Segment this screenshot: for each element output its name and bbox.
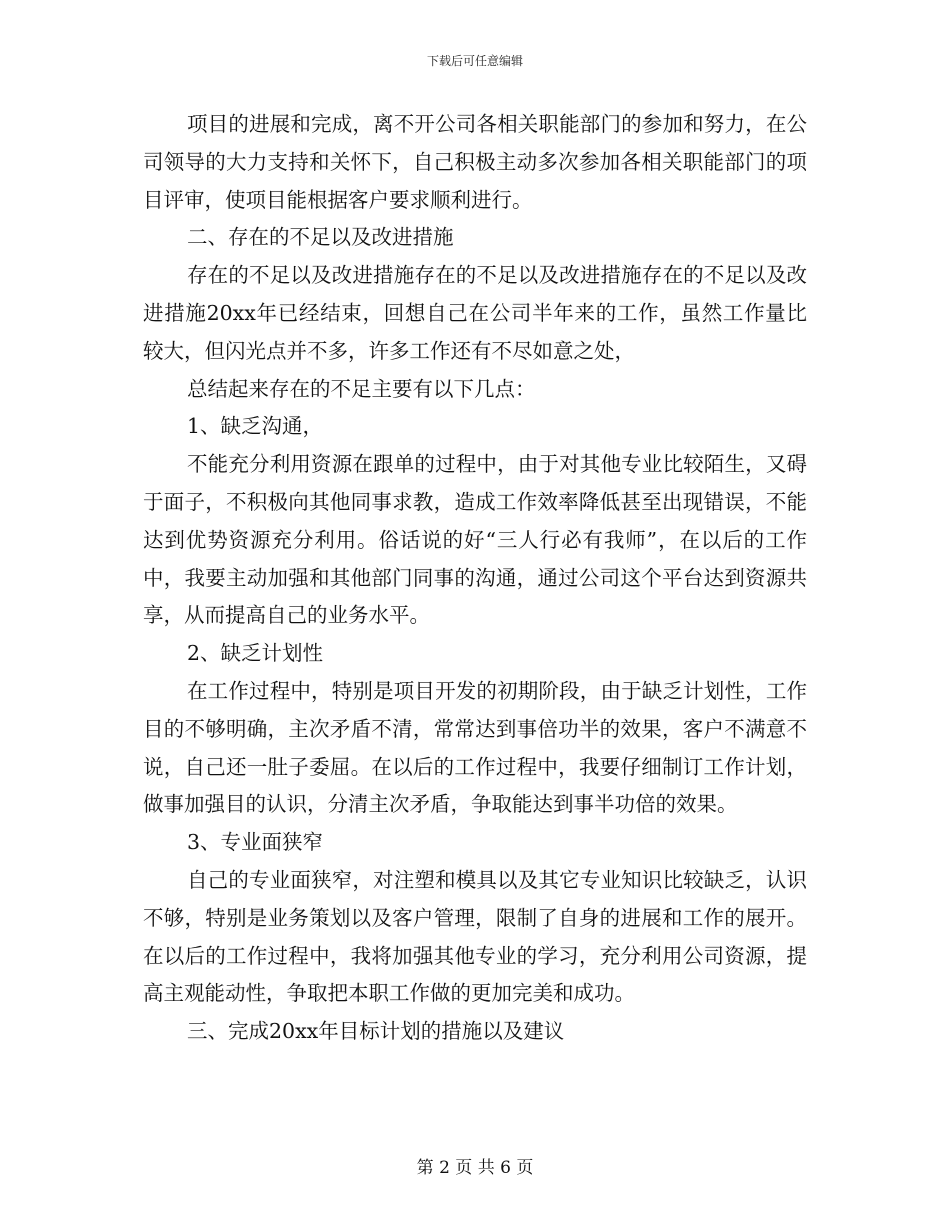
page-number: 第 2 页 共 6 页 <box>416 1158 534 1178</box>
section-heading: 三、完成20xx年目标计划的措施以及建议 <box>187 1019 565 1044</box>
document-body <box>143 106 807 1051</box>
paragraph: 总结起来存在的不足主要有以下几点： <box>187 376 536 401</box>
page-header: 下载后可任意编辑 <box>426 54 523 68</box>
subsection-heading: 1、缺乏沟通， <box>187 414 324 439</box>
paragraph: 项目的进展和完成，离不开公司各相关职能部门的参加和努力，在公司领导的大力支持和关怀下，自己积极主动多次参加各相关职能部门的项目评审，使项目能根据客户要求顺利进行。 <box>143 112 807 212</box>
subsection-heading: 2、缺乏计划性 <box>187 641 324 666</box>
subsection-heading: 3、专业面狭窄 <box>187 830 324 855</box>
section-heading: 二、存在的不足以及改进措施 <box>187 225 454 250</box>
paragraph: 存在的不足以及改进措施存在的不足以及改进措施存在的不足以及改进措施20xx年已经结束，回想自己在公司半年来的工作，虽然工作量比较大，但闪光点并不多，许多工作还有不尽如意之处， <box>143 263 807 363</box>
paragraph: 自己的专业面狭窄，对注塑和模具以及其它专业知识比较缺乏，认识不够，特别是业务策划以及客户管理，限制了自身的进展和工作的展开。在以后的工作过程中，我将加强其他专业的学习，充分利用公司资源，提高主观能动性，争取把本职工作做的更加完美和成功。 <box>143 867 807 1006</box>
paragraph: 不能充分利用资源在跟单的过程中，由于对其他专业比较陌生，又碍于面子，不积极向其他同事求教，造成工作效率降低甚至出现错误，不能达到优势资源充分利用。俗话说的好“三人行必有我师”，在以后的工作中，我要主动加强和其他部门同事的沟通，通过公司这个平台达到资源共享，从而提高自己的业务水平。 <box>143 452 807 628</box>
paragraph: 在工作过程中，特别是项目开发的初期阶段，由于缺乏计划性，工作目的不够明确，主次矛盾不清，常常达到事倍功半的效果，客户不满意不说，自己还一肚子委屈。在以后的工作过程中，我要仔细制订工作计划，做事加强目的认识，分清主次矛盾，争取能达到事半功倍的效果。 <box>143 678 807 817</box>
